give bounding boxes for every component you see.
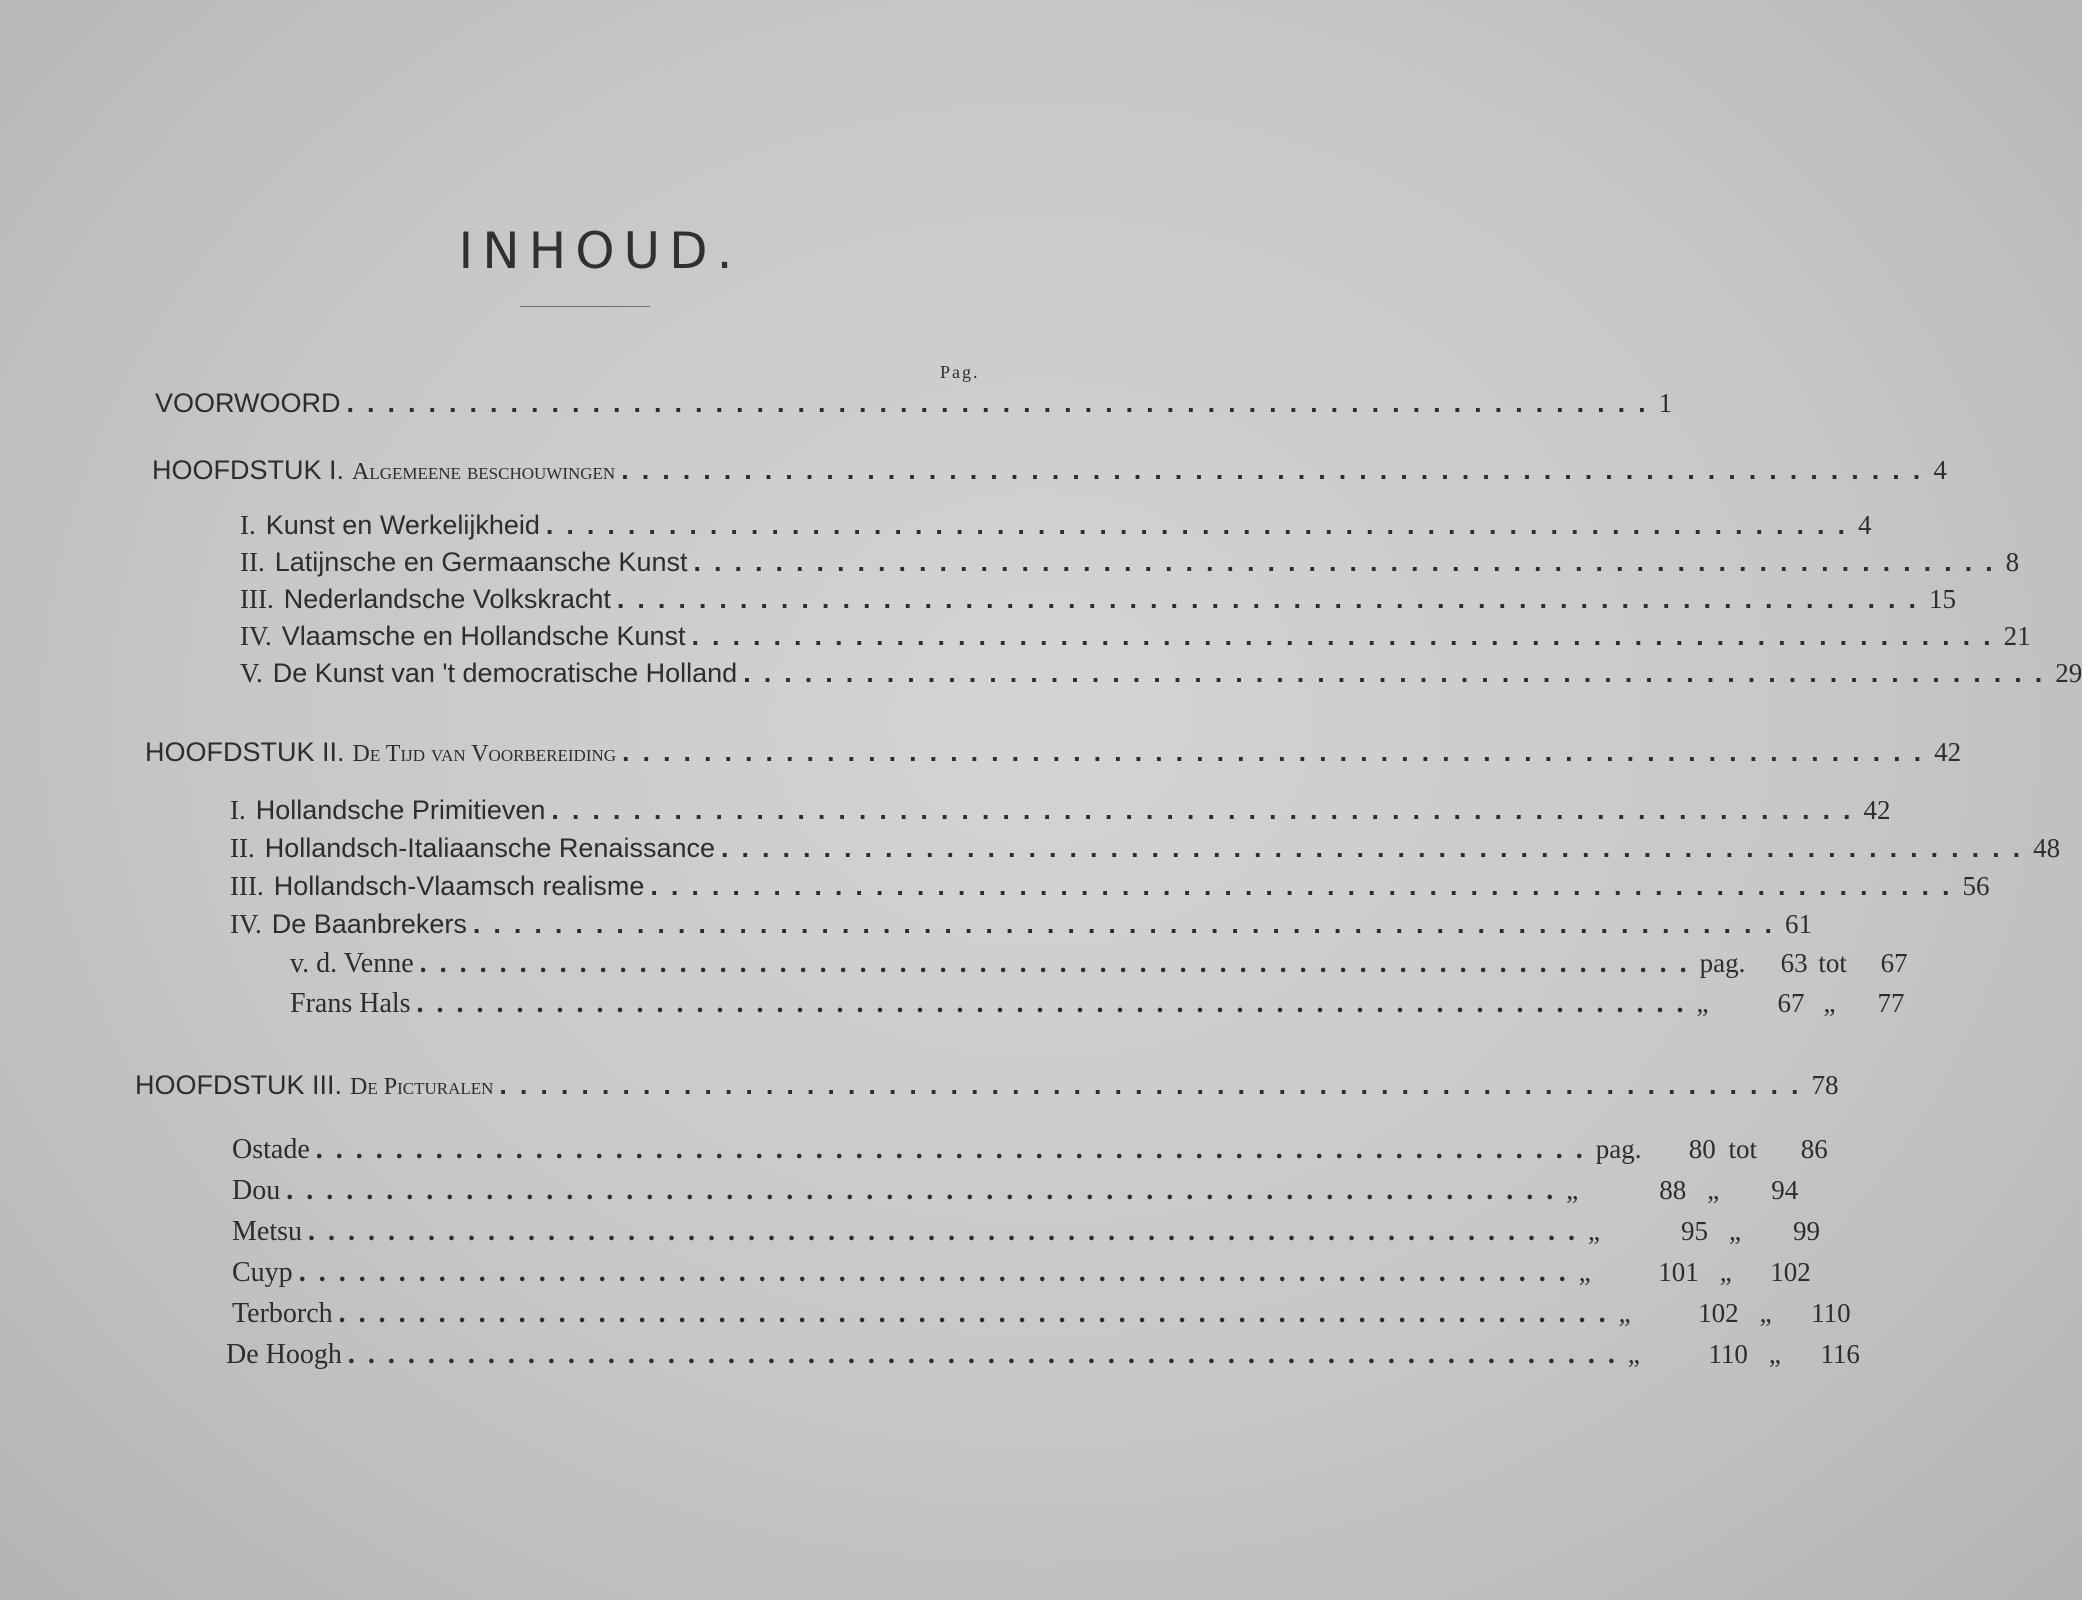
leader-dots: ................................................................ (545, 510, 1858, 540)
range-prefix: „ (1618, 1298, 1631, 1328)
range-prefix: pag. (1595, 1134, 1642, 1164)
leader-dots: ................................................................ (315, 1134, 1596, 1165)
range-separator: tot (1818, 948, 1847, 978)
chapter-heading-3[interactable] (135, 1070, 1839, 1101)
chapter-page: 78 (1811, 1070, 1839, 1100)
leader-dots: ................................................................ (622, 737, 1935, 767)
section-page: 29 (2055, 658, 2082, 688)
chapter-page: 4 (1933, 455, 1947, 485)
section-label: Hollandsche Primitieven (255, 795, 546, 825)
leader-dots: ................................................................ (693, 547, 2006, 577)
leader-dots: ................................................................ (416, 988, 1697, 1019)
painter-entry[interactable] (232, 1134, 1828, 1166)
section-page: 15 (1929, 584, 1957, 614)
section-page: 61 (1784, 909, 1812, 939)
leader-dots: ................................................................ (551, 795, 1864, 825)
range-separator: „ (1768, 1339, 1781, 1369)
leader-dots: ................................................................ (499, 1070, 1812, 1100)
toc-entry-voorwoord[interactable] (155, 388, 1673, 419)
section-number: III. (240, 584, 274, 614)
chapter-number: HOOFDSTUK II. (145, 737, 345, 767)
page-range (1579, 1257, 1811, 1288)
range-from: 110 (1708, 1339, 1748, 1369)
range-separator: tot (1728, 1134, 1758, 1164)
section-label: Nederlandsche Volkskracht (283, 584, 611, 614)
painter-entry[interactable] (232, 1298, 1851, 1330)
range-from: 80 (1688, 1134, 1716, 1164)
section-entry[interactable] (240, 547, 2020, 578)
painter-entry[interactable] (232, 1257, 1811, 1289)
leader-dots: ................................................................ (308, 1216, 1588, 1247)
section-number: V. (240, 658, 263, 688)
chapter-number: HOOFDSTUK III. (135, 1070, 343, 1100)
section-page: 8 (2005, 547, 2020, 577)
chapter-title: De Picturalen (350, 1074, 494, 1100)
leader-dots: ................................................................ (650, 871, 1963, 901)
leader-dots: ................................................................ (472, 909, 1785, 939)
section-number: IV. (240, 621, 272, 651)
section-page: 42 (1863, 795, 1891, 825)
section-page: 21 (2003, 621, 2031, 651)
section-label: De Baanbrekers (271, 909, 467, 939)
painter-name: Metsu (232, 1216, 302, 1247)
section-entry[interactable] (240, 621, 2031, 652)
section-number: I. (240, 510, 256, 540)
range-from: 95 (1681, 1216, 1708, 1246)
range-from: 88 (1659, 1175, 1687, 1205)
range-to: 110 (1811, 1298, 1851, 1328)
range-from: 63 (1780, 948, 1808, 978)
range-separator: „ (1823, 988, 1836, 1018)
range-to: 67 (1880, 948, 1908, 978)
leader-dots: ................................................................ (691, 621, 2004, 651)
painter-name: Terborch (232, 1298, 333, 1329)
painter-entry[interactable] (226, 1339, 1860, 1371)
painter-name: Frans Hals (290, 988, 411, 1019)
leader-dots: ................................................................ (286, 1175, 1567, 1206)
chapter-title: Algemeene beschouwingen (352, 459, 616, 485)
chapter-heading-1[interactable] (152, 455, 1947, 486)
range-to: 116 (1820, 1339, 1860, 1369)
section-label: Vlaamsche en Hollandsche Kunst (281, 621, 686, 651)
page-range (1628, 1339, 1860, 1370)
pag-column-label: Pag. (940, 362, 980, 382)
section-label: De Kunst van 't democratische Holland (272, 658, 738, 688)
painter-name: Dou (232, 1175, 281, 1206)
range-from: 102 (1698, 1298, 1739, 1328)
section-page: 4 (1857, 510, 1872, 540)
section-number: II. (230, 833, 255, 863)
leader-dots: ................................................................ (721, 833, 2034, 863)
range-to: 77 (1877, 988, 1905, 1018)
section-label: Kunst en Werkelijkheid (265, 510, 540, 540)
leader-dots: ................................................................ (347, 1339, 1628, 1370)
range-separator: „ (1719, 1257, 1732, 1287)
range-to: 94 (1771, 1175, 1799, 1205)
page-range (1697, 988, 1905, 1019)
section-entry[interactable] (240, 510, 1872, 541)
painter-entry[interactable] (232, 1175, 1799, 1207)
leader-dots: ................................................................ (419, 948, 1700, 979)
page-range (1596, 1134, 1828, 1165)
section-page: 56 (1962, 871, 1990, 901)
leader-dots: ................................................................ (298, 1257, 1579, 1288)
range-prefix: „ (1588, 1216, 1600, 1246)
section-entry[interactable] (240, 658, 2082, 689)
leader-dots: ................................................................ (346, 388, 1659, 418)
range-prefix: „ (1696, 988, 1709, 1018)
range-to: 86 (1800, 1134, 1828, 1164)
leader-dots: ................................................................ (621, 455, 1934, 485)
range-from: 67 (1777, 988, 1805, 1018)
page-range (1700, 948, 1908, 979)
chapter-heading-2[interactable] (145, 737, 1962, 768)
painter-entry[interactable] (290, 988, 1905, 1020)
chapter-page: 42 (1934, 737, 1962, 767)
leader-dots: ................................................................ (616, 584, 1930, 614)
range-prefix: „ (1578, 1257, 1591, 1287)
section-label: Hollandsch-Italiaansche Renaissance (264, 833, 715, 863)
range-prefix: „ (1566, 1175, 1579, 1205)
section-number: I. (230, 795, 246, 825)
page-range (1588, 1216, 1820, 1247)
painter-name: Ostade (232, 1134, 310, 1165)
chapter-number: HOOFDSTUK I. (152, 455, 345, 485)
section-label: Latijnsche en Germaansche Kunst (274, 547, 688, 577)
range-prefix: pag. (1699, 948, 1746, 978)
range-from: 101 (1658, 1257, 1699, 1287)
entry-label: VOORWOORD (155, 388, 341, 418)
range-to: 102 (1770, 1257, 1811, 1287)
section-number: III. (230, 871, 264, 901)
painter-entry[interactable] (290, 948, 1908, 980)
entry-page: 1 (1658, 388, 1673, 418)
painter-name: Cuyp (232, 1257, 293, 1288)
range-separator: „ (1729, 1216, 1741, 1246)
section-number: IV. (230, 909, 262, 939)
page-range (1566, 1175, 1798, 1206)
leader-dots: ................................................................ (743, 658, 2056, 688)
section-entry[interactable] (240, 584, 1957, 615)
section-entry[interactable] (230, 795, 1891, 826)
painter-name: v. d. Venne (290, 948, 414, 979)
title-divider (520, 306, 650, 307)
range-to: 99 (1793, 1216, 1820, 1246)
section-label: Hollandsch-Vlaamsch realisme (273, 871, 645, 901)
section-entry[interactable] (230, 909, 1812, 940)
range-separator: „ (1707, 1175, 1720, 1205)
section-entry[interactable] (230, 871, 1990, 902)
section-page: 48 (2033, 833, 2061, 863)
range-prefix: „ (1627, 1339, 1640, 1369)
page-range (1619, 1298, 1851, 1329)
page-title: INHOUD. (458, 222, 742, 280)
range-separator: „ (1759, 1298, 1772, 1328)
painter-entry[interactable] (232, 1216, 1820, 1248)
leader-dots: ................................................................ (338, 1298, 1619, 1329)
section-number: II. (240, 547, 265, 577)
chapter-title: De Tijd van Voorbereiding (352, 741, 617, 767)
painter-name: De Hoogh (226, 1339, 342, 1370)
section-entry[interactable] (230, 833, 2061, 864)
